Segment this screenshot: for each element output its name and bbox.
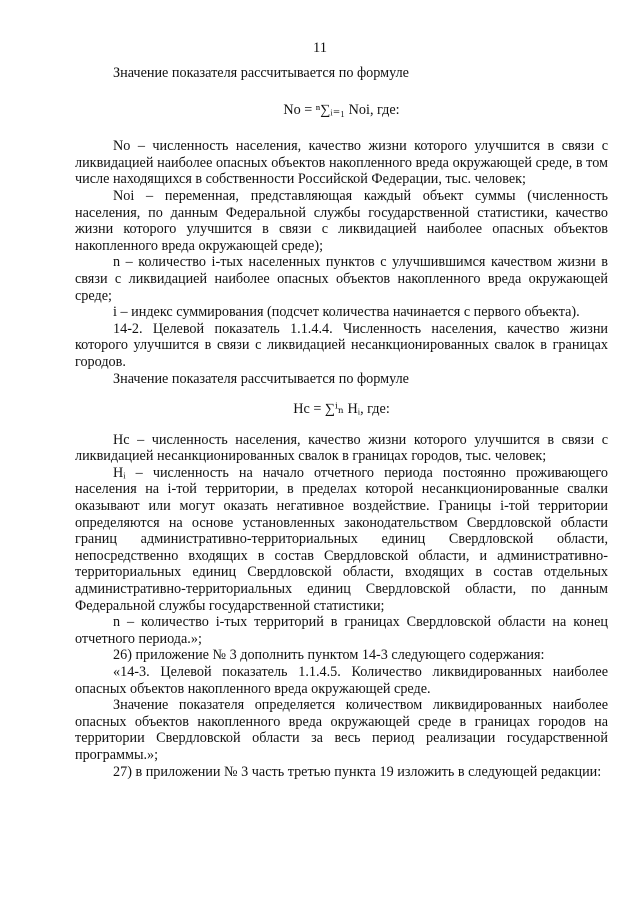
paragraph-item-27: 27) в приложении № 3 часть третью пункта 19 изложить в следующей редакции: [113, 763, 602, 780]
formula-hc: Hс = ∑ⁱₙ Hᵢ, где: [293, 401, 390, 418]
paragraph-formula-intro-2: Значение показателя рассчитывается по формуле [113, 370, 409, 387]
paragraph-formula-intro-1: Значение показателя рассчитывается по формуле [113, 65, 409, 81]
document-body [75, 65, 608, 780]
formula-no: Nо = ⁿ∑ᵢ₌₁ Nоi, где: [283, 101, 400, 118]
paragraph-n-territories: n – количество i-тых территорий в границах Свердловской области на конец отчетного периода.»; [75, 614, 608, 647]
paragraph-hi-definition: Hᵢ – численность на начало отчетного периода постоянно проживающего населения на i-той территории, в пределах которой несанкционированные свалки оказывают или могут оказать негативное воздействие. Границы i-той территории определяются на основе установленных законодательством Свердловской области границ административно-территориальных единиц Свердловской области, непосредственно входящих в состав Свердловской области, и административно-территориальных единиц Свердловской области, входящих в состав отдельных административно-территориальных единиц Свердловской области, по данным Федеральной службы государственной статистики; [75, 464, 608, 614]
paragraph-noi-definition: Nоi – переменная, представляющая каждый объект суммы (численность населения, по данным Федеральной службы государственной статистики, качество жизни которого улучшится в связи с ликвидацией наиболее опасных объектов накопленного вреда окружающей среде); [75, 187, 608, 254]
paragraph-no-definition: Nо – численность населения, качество жизни которого улучшится в связи с ликвидацией наиболее опасных объектов накопленного вреда окружающей среде, в том числе находящихся в собственности Российской Федерации, тыс. человек; [75, 138, 608, 188]
paragraph-n-definition: n – количество i-тых населенных пунктов с улучшившимся качеством жизни в связи с ликвидацией наиболее опасных объектов накопленного вреда окружающей среде; [75, 254, 608, 304]
paragraph-i-definition: i – индекс суммирования (подсчет количества начинается с первого объекта). [113, 304, 580, 321]
paragraph-indicator-value: Значение показателя определяется количеством ликвидированных наиболее опасных объектов накопленного вреда окружающей среде в границах городов на территории Свердловской области за весь период реализации государственной программы.»; [75, 697, 608, 763]
paragraph-indicator-14-2: 14-2. Целевой показатель 1.1.4.4. Численность населения, качество жизни которого улучшится в связи с ликвидацией несанкционированных свалок в границах городов. [75, 320, 608, 370]
paragraph-item-26: 26) приложение № 3 дополнить пунктом 14-3 следующего содержания: [113, 647, 545, 664]
page-number: 11 [313, 40, 327, 56]
paragraph-hc-definition: Hс – численность населения, качество жизни которого улучшится в связи с ликвидацией несанкционированных свалок в границах городов, тыс. человек; [75, 431, 608, 465]
paragraph-indicator-14-3: «14-3. Целевой показатель 1.1.4.5. Количество ликвидированных наиболее опасных объектов накопленного вреда окружающей среде. [75, 664, 608, 697]
